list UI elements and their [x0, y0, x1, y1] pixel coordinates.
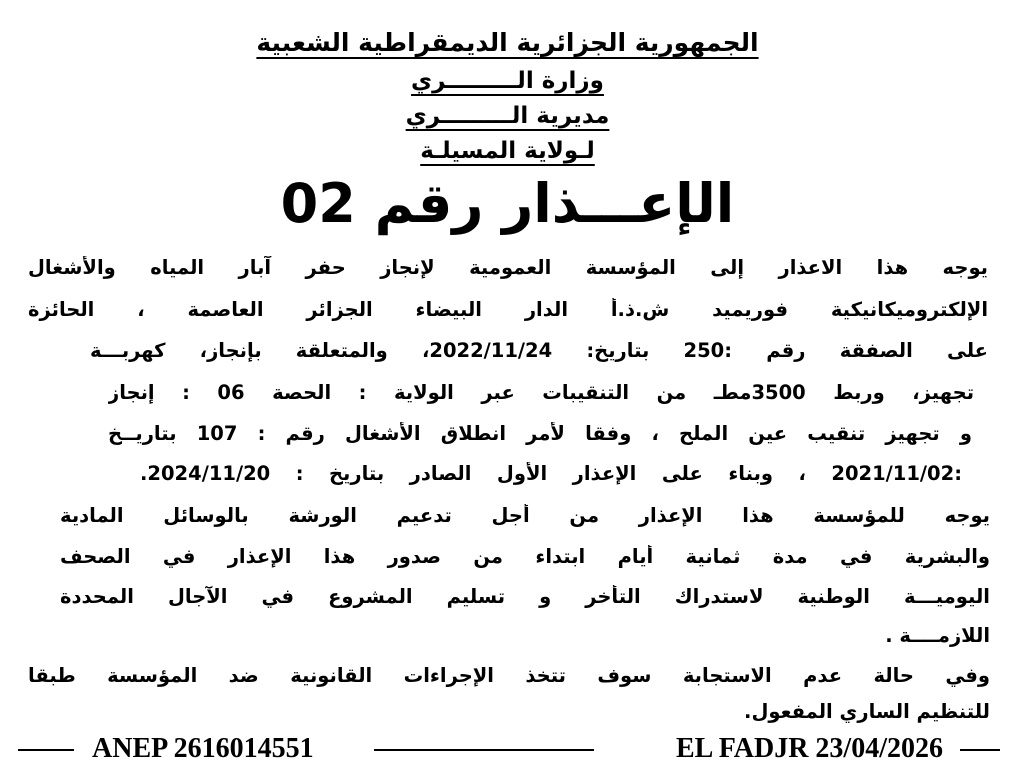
ministry-header-text: وزارة الـــــــــري — [411, 68, 604, 94]
body-line-6: :2021/11/02 ، وبناء على الإعذار الأول الصادر بتاريخ : 2024/11/20. — [140, 462, 962, 485]
country-header-text: الجمهورية الجزائرية الديمقراطية الشعبية — [256, 28, 759, 57]
directorate-header — [0, 103, 1015, 129]
notice-title: الإعـــذار رقم 02 — [280, 172, 735, 235]
body-line-4: تجهيز، وربط 3500مطـ من التنقيبات عبر الولاية : الحصة 06 : إنجاز — [108, 381, 974, 404]
body-line-8: والبشرية في مدة ثمانية أيام ابتداء من صدور هذا الإعذار في الصحف — [60, 545, 990, 568]
province-header — [0, 138, 1015, 164]
body-line-3: على الصفقة رقم :250 بتاريخ: 2022/11/24، والمتعلقة بإنجاز، كهربـــة — [90, 339, 988, 362]
body-line-5: و تجهيز تنقيب عين الملح ، وفقا لأمر انطلاق الأشغال رقم : 107 بتاريــخ — [108, 422, 972, 445]
body-line-7: يوجه للمؤسسة هذا الإعذار من أجل تدعيم الورشة بالوسائل المادية — [60, 504, 990, 527]
body-line-1: يوجه هذا الاعذار إلى المؤسسة العمومية لإنجاز حفر آبار المياه والأشغال — [28, 256, 988, 279]
province-header-text: لـولاية المسيلـة — [420, 138, 595, 164]
footer-rule-right — [960, 749, 1000, 751]
body-line-12: للتنظيم الساري المفعول. — [744, 700, 990, 723]
country-header — [0, 28, 1015, 57]
footer-rule-middle — [374, 749, 594, 751]
anep-reference: ANEP 2616014551 — [92, 733, 314, 764]
body-line-10: اللازمــــة . — [885, 624, 990, 647]
directorate-header-text: مديرية الـــــــــري — [405, 103, 610, 129]
footer-rule-left — [18, 749, 74, 751]
ministry-header — [0, 68, 1015, 94]
body-line-2: الإلكتروميكانيكية فوريميد ش.ذ.أ الدار البيضاء الجزائر العاصمة ، الحائزة — [28, 298, 988, 321]
newspaper-reference: EL FADJR 23/04/2026 — [675, 733, 943, 764]
body-line-11: وفي حالة عدم الاستجابة سوف تتخذ الإجراءات القانونية ضد المؤسسة طبقا — [28, 664, 990, 687]
body-line-9: اليوميـــة الوطنية لاستدراك التأخر و تسليم المشروع في الآجال المحددة — [60, 585, 990, 608]
